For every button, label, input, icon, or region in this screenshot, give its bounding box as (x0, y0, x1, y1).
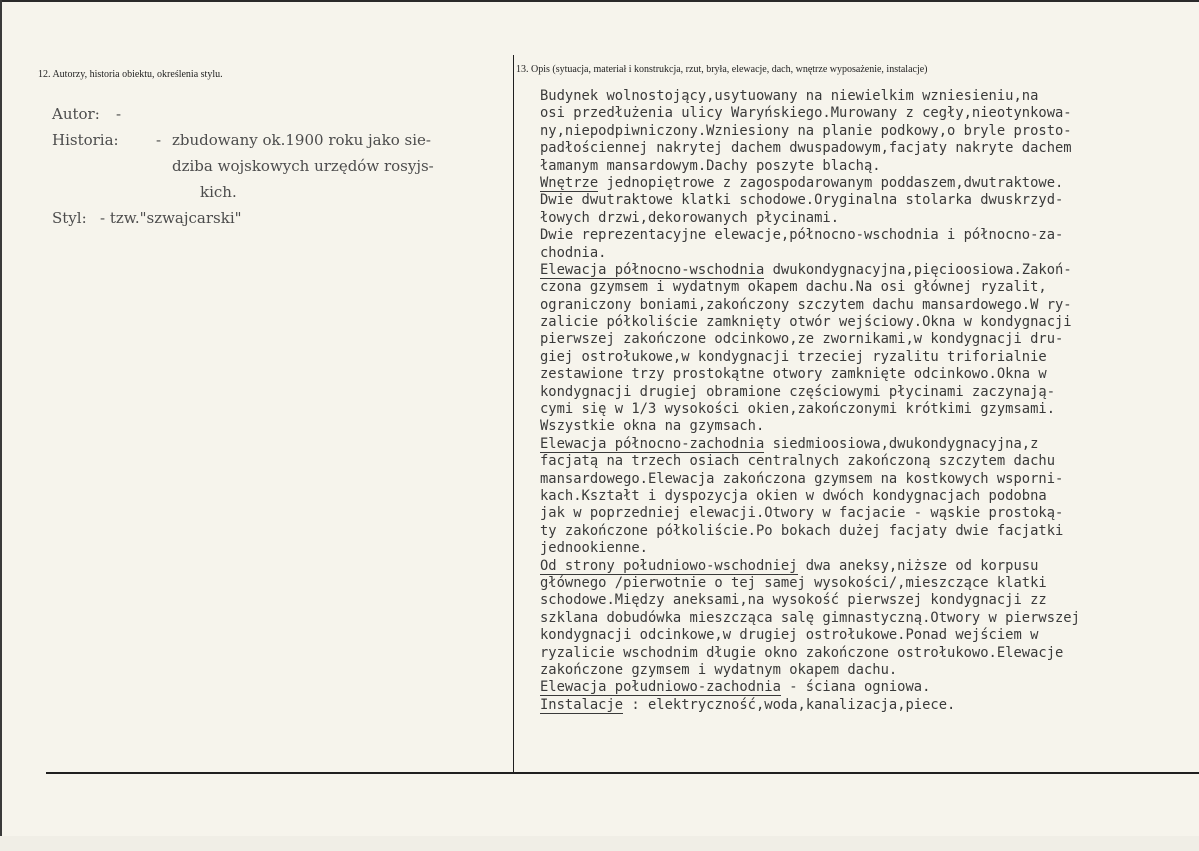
underlined-heading: Elewacja południowo-zachodnia (540, 679, 781, 696)
underlined-heading: Elewacja północno-wschodnia (540, 261, 765, 278)
line-text: dwa aneksy,niższe od korpusu (797, 557, 1039, 574)
description-line (540, 575, 1195, 592)
line-text: jak w poprzedniej elewacji.Otwory w facjacie - wąskie prostoką- (540, 505, 1064, 522)
underlined-heading: Od strony południowo-wschodniej (540, 557, 798, 574)
line-text: ty zakończone półkoliście.Po bokach dużej facjaty dwie facjatki (540, 522, 1064, 539)
description-line (540, 245, 1195, 262)
line-text: czona gzymsem i wydatnym okapem dachu.Na osi głównej ryzalit, (540, 279, 1047, 296)
historia-dash: - (156, 131, 162, 149)
description-line (540, 558, 1195, 575)
description-line (540, 175, 1195, 192)
line-text: osi przedłużenia ulicy Waryńskiego.Murowany z cegły,nieotynkowa- (540, 105, 1072, 122)
line-text: łamanym mansardowym.Dachy poszyte blachą. (540, 157, 881, 174)
description-line (540, 349, 1195, 366)
historia-line-3: kich. (200, 183, 237, 201)
line-text: jednookienne. (540, 540, 648, 557)
historia-line-2: dziba wojskowych urzędów rosyjs- (172, 157, 434, 175)
line-text: ryzalicie wschodnim długie okno zakończone ostrołukowo.Elewacje (540, 644, 1064, 661)
historia-label: Historia: (52, 131, 119, 149)
description-line (540, 592, 1195, 609)
description-line (540, 645, 1195, 662)
horizontal-divider (46, 772, 1199, 774)
line-text: mansardowego.Elewacja zakończona gzymsem na kostkowych wsporni- (540, 470, 1064, 487)
line-text: łowych drzwi,dekorowanych płycinami. (540, 209, 840, 226)
styl-value: - tzw."szwajcarski" (100, 209, 242, 227)
description-line (540, 384, 1195, 401)
description-line (540, 523, 1195, 540)
underlined-heading: Wnętrze (540, 174, 599, 191)
line-text: głównego /pierwotnie o tej samej wysokości/,mieszczące klatki (540, 574, 1047, 591)
description-line (540, 105, 1195, 122)
description-line (540, 697, 1195, 714)
line-text: Dwie reprezentacyjne elewacje,północno-wschodnia i północno-za- (540, 227, 1064, 244)
page-left-edge (0, 0, 2, 851)
line-text: ny,niepodpiwniczony.Wzniesiony na planie podkowy,o bryle prosto- (540, 122, 1072, 139)
line-text: facjatą na trzech osiach centralnych zakończoną szczytem dachu (540, 453, 1055, 470)
line-text: Budynek wolnostojący,usytuowany na niewielkim wzniesieniu,na (540, 88, 1039, 104)
line-text: kondygnacji odcinkowe,w drugiej ostrołukowe.Ponad wejściem w (540, 627, 1039, 644)
line-text: jednopiętrowe z zagospodarowanym poddaszem,dwutraktowe. (598, 174, 1064, 191)
autor-value: - (116, 105, 122, 123)
section-12-header: 12. Autorzy, historia obiektu, określenia stylu. (38, 69, 223, 80)
description-line (540, 610, 1195, 627)
line-text: pierwszej zakończone odcinkowo,ze zwornikami,w kondygnacji dru- (540, 331, 1064, 348)
page-bottom-margin (0, 836, 1199, 851)
section-13-header: 13. Opis (sytuacja, materiał i konstrukcja, rzut, bryła, elewacje, dach, wnętrze wyposażenie, instalacje) (516, 64, 928, 75)
description-line (540, 436, 1195, 453)
description-line (540, 366, 1195, 383)
underlined-heading: Elewacja północno-zachodnia (540, 435, 765, 452)
underlined-heading: Instalacje (540, 696, 624, 713)
line-text: zalicie półkoliście zamknięty otwór wejściowy.Okna w kondygnacji (540, 314, 1072, 331)
description-line (540, 123, 1195, 140)
description-line (540, 210, 1195, 227)
line-text: zakończone gzymsem i wydatnym okapem dachu. (540, 661, 898, 678)
line-text: chodnia. (540, 244, 607, 261)
page-top-edge (0, 0, 1199, 2)
description-line (540, 679, 1195, 696)
line-text: : elektryczność,woda,kanalizacja,piece. (623, 696, 956, 713)
historia-line-1: zbudowany ok.1900 roku jako sie- (172, 131, 431, 149)
description-line (540, 158, 1195, 175)
line-text: kondygnacji drugiej obramione częściowymi płycinami zaczynają- (540, 383, 1055, 400)
line-text: padłościennej nakrytej dachem dwuspadowym,facjaty nakryte dachem (540, 140, 1072, 157)
line-text: cymi się w 1/3 wysokości okien,zakończonymi krótkimi gzymsami. (540, 401, 1055, 418)
vertical-divider (513, 55, 514, 773)
description-line (540, 418, 1195, 435)
description-line (540, 627, 1195, 644)
autor-label: Autor: (52, 105, 100, 123)
line-text: zestawione trzy prostokątne otwory zamknięte odcinkowo.Okna w (540, 366, 1047, 383)
line-text: ograniczony boniami,zakończony szczytem dachu mansardowego.W ry- (540, 296, 1072, 313)
description-line (540, 227, 1195, 244)
line-text: Dwie dwutraktowe klatki schodowe.Oryginalna stolarka dwuskrzyd- (540, 192, 1064, 209)
description-line (540, 540, 1195, 557)
line-text: giej ostrołukowe,w kondygnacji trzeciej ryzalitu triforialnie (540, 348, 1047, 365)
description-line (540, 505, 1195, 522)
line-text: siedmioosiowa,dwukondygnacyjna,z (764, 435, 1039, 452)
styl-label: Styl: (52, 209, 87, 227)
line-text: schodowe.Między aneksami,na wysokość pierwszej kondygnacji zz (540, 592, 1047, 609)
description-line (540, 488, 1195, 505)
description-line (540, 314, 1195, 331)
description-line (540, 662, 1195, 679)
line-text: Wszystkie okna na gzymsach. (540, 418, 765, 435)
description-line (540, 297, 1195, 314)
description-line (540, 88, 1195, 105)
description-line (540, 331, 1195, 348)
line-text: dwukondygnacyjna,pięcioosiowa.Zakoń- (764, 261, 1072, 278)
description-line (540, 279, 1195, 296)
description-line (540, 471, 1195, 488)
line-text: - ściana ogniowa. (780, 679, 931, 696)
description-line (540, 192, 1195, 209)
description-line (540, 262, 1195, 279)
description-line (540, 140, 1195, 157)
description-line (540, 401, 1195, 418)
line-text: szklana dobudówka mieszcząca salę gimnastyczną.Otwory w pierwszej (540, 609, 1080, 626)
description-line (540, 453, 1195, 470)
line-text: kach.Kształt i dyspozycja okien w dwóch kondygnacjach podobna (540, 487, 1047, 504)
section-13-content (540, 88, 1195, 714)
